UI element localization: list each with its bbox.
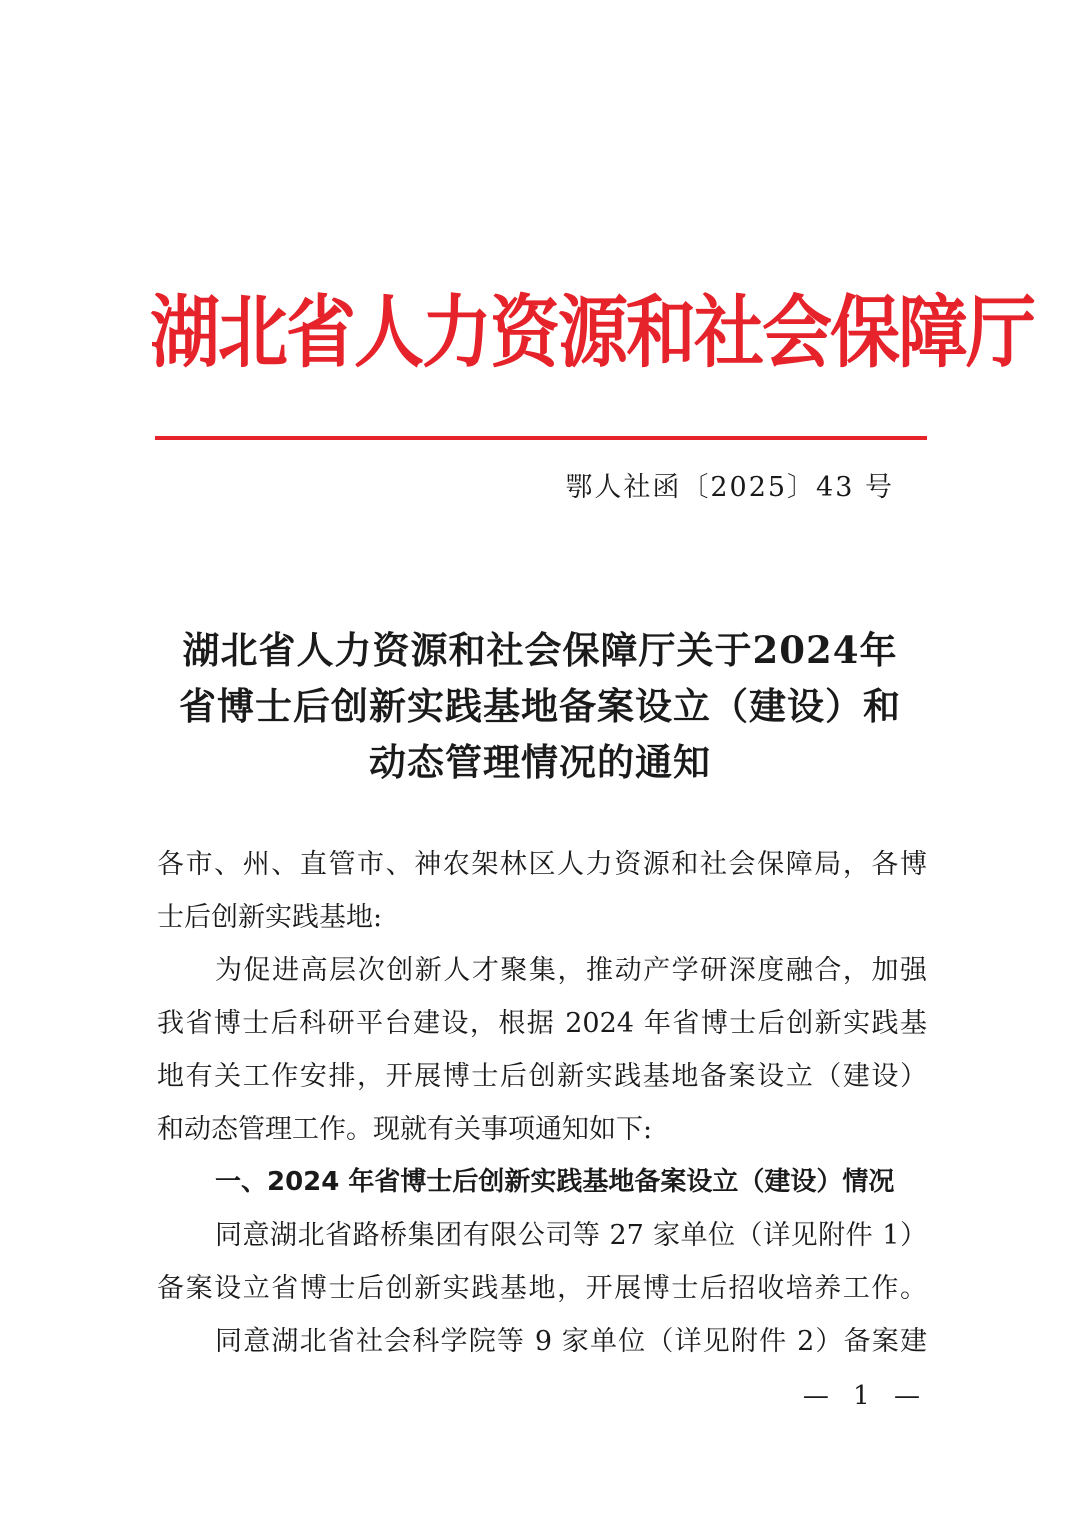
intro-line: 和动态管理工作。现就有关事项通知如下: [157,1114,653,1145]
document-title-line: 动态管理情况的通知 [369,740,711,784]
salutation-line: 各市、州、直管市、神农架林区人力资源和社会保障局，各博 [157,849,927,880]
document-body [157,838,927,1368]
page-number: — 1 — [802,1381,928,1411]
intro-line: 为促进高层次创新人才聚集，推动产学研深度融合，加强 [215,955,927,986]
document-number: 鄂人社函〔2025〕43 号 [565,472,894,503]
document-title-line: 省博士后创新实践基地备案设立（建设）和 [179,684,901,728]
document-title-line: 湖北省人力资源和社会保障厅关于2024年 [182,628,898,672]
section-heading: 一、2024 年省博士后创新实践基地备案设立（建设）情况 [215,1167,895,1197]
red-header-rule [155,436,927,440]
salutation-line: 士后创新实践基地: [157,902,383,933]
issuing-authority-header: 湖北省人力资源和社会保障厅 [150,286,1034,379]
paragraph-line: 同意湖北省路桥集团有限公司等 27 家单位（详见附件 1） [215,1220,927,1251]
paragraph-line: 同意湖北省社会科学院等 9 家单位（详见附件 2）备案建 [215,1326,927,1357]
paragraph-line: 备案设立省博士后创新实践基地，开展博士后招收培养工作。 [157,1273,927,1304]
document-title [140,622,940,790]
intro-line: 我省博士后科研平台建设，根据 2024 年省博士后创新实践基 [157,1008,927,1039]
intro-line: 地有关工作安排，开展博士后创新实践基地备案设立（建设） [157,1061,927,1092]
